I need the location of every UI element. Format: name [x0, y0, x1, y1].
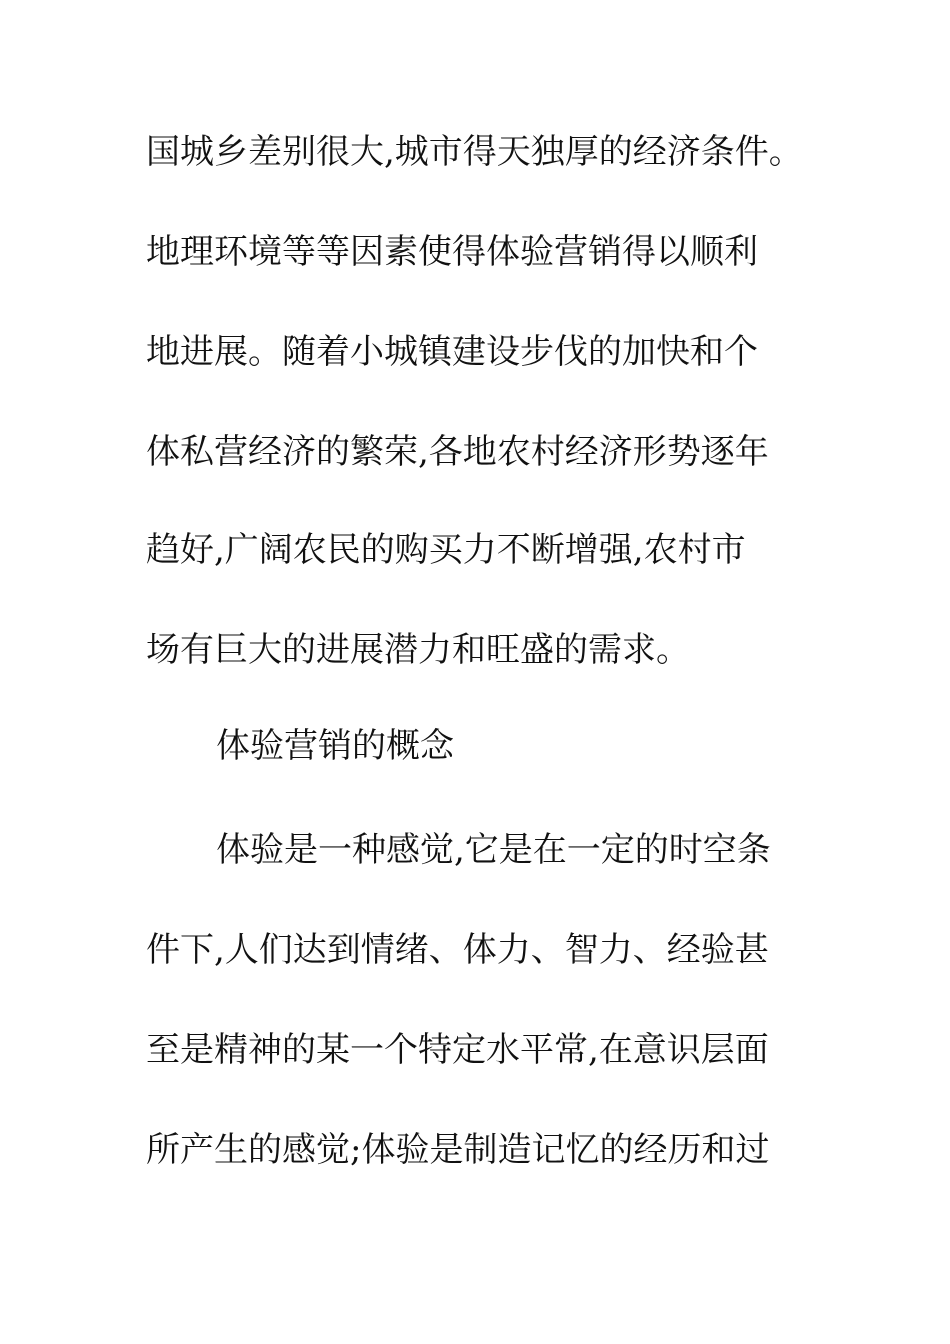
body-text-line: 所产生的感觉;体验是制造记忆的经历和过	[146, 1130, 770, 1170]
section-heading: 体验营销的概念	[216, 726, 454, 766]
body-text-line: 件下,人们达到情绪、体力、智力、经验甚	[146, 930, 769, 970]
body-text-line: 地进展。随着小城镇建设步伐的加快和个	[146, 332, 758, 372]
body-text-line: 至是精神的某一个特定水平常,在意识层面	[146, 1030, 769, 1070]
body-text-line: 场有巨大的进展潜力和旺盛的需求。	[146, 630, 690, 670]
body-text-line: 体私营经济的繁荣,各地农村经济形势逐年	[146, 432, 769, 472]
body-text-line: 体验是一种感觉,它是在一定的时空条	[216, 830, 771, 870]
body-text-line: 国城乡差别很大,城市得天独厚的经济条件。	[146, 132, 803, 172]
body-text-line: 趋好,广阔农民的购买力不断增强,农村市	[146, 530, 746, 570]
body-text-line: 地理环境等等因素使得体验营销得以顺利	[146, 232, 758, 272]
